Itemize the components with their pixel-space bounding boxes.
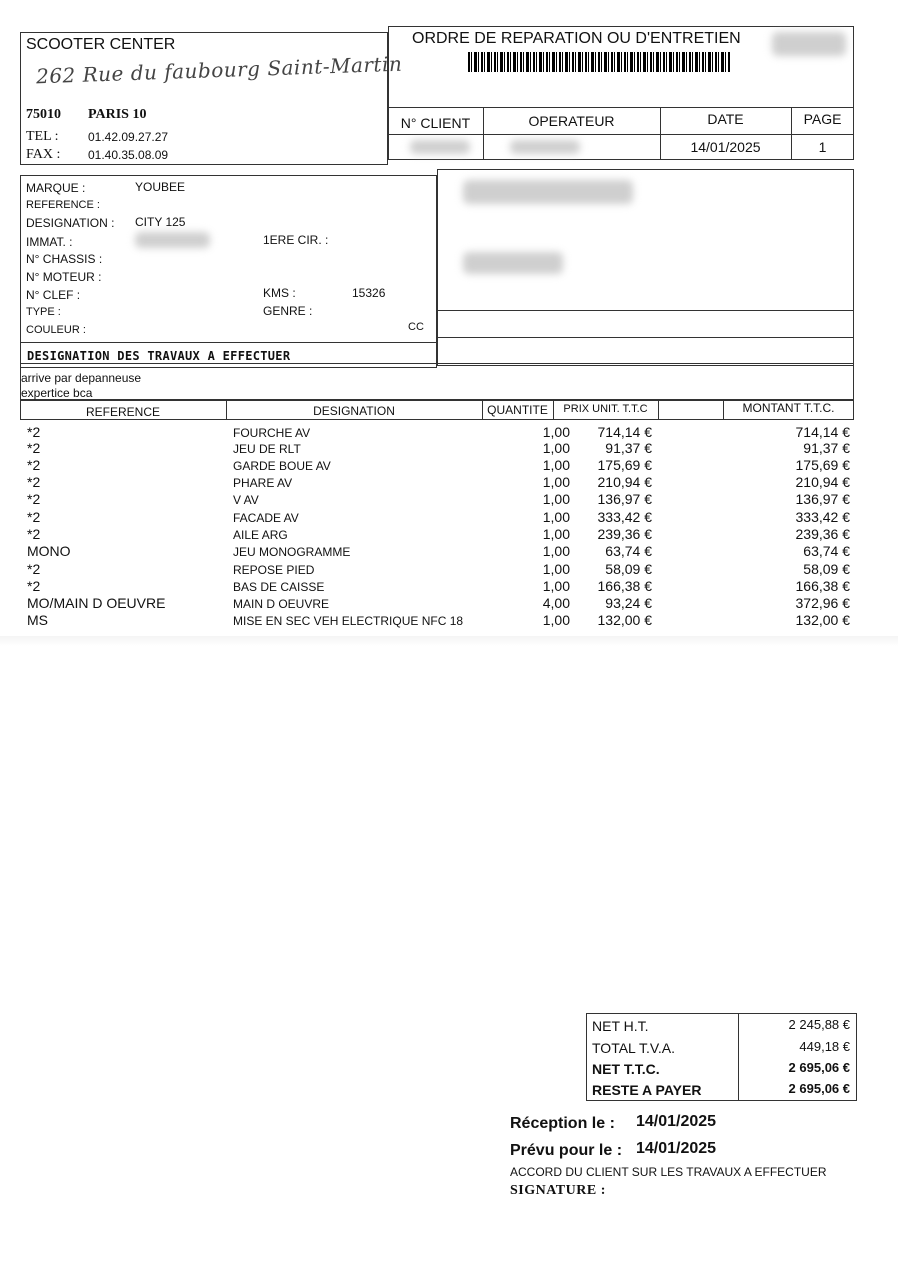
row-reference: MO/MAIN D OEUVRE bbox=[27, 595, 166, 611]
row-reference: *2 bbox=[27, 578, 41, 594]
table-row bbox=[20, 526, 860, 543]
designation-label: DESIGNATION : bbox=[26, 216, 115, 230]
row-reference: *2 bbox=[27, 526, 41, 542]
kms-value: 15326 bbox=[352, 286, 386, 300]
immat-label: IMMAT. : bbox=[26, 235, 73, 249]
row-total: 175,69 € bbox=[795, 457, 850, 473]
row-reference: *2 bbox=[27, 561, 41, 577]
row-designation: MISE EN SEC VEH ELECTRIQUE NFC 18 bbox=[233, 614, 464, 628]
date-header: DATE bbox=[707, 111, 744, 127]
row-designation: BAS DE CAISSE bbox=[233, 580, 325, 594]
company-fax: 01.40.35.08.09 bbox=[88, 148, 169, 162]
table-row bbox=[20, 491, 860, 508]
works-note-1: arrive par depanneuse bbox=[21, 371, 142, 385]
genre-label: GENRE : bbox=[263, 304, 313, 318]
row-quantity: 1,00 bbox=[542, 474, 570, 490]
net-ht-value: 2 245,88 € bbox=[788, 1017, 850, 1032]
table-row bbox=[20, 457, 860, 474]
row-quantity: 1,00 bbox=[542, 509, 570, 525]
company-postcode: 75010 bbox=[26, 107, 61, 122]
tva-label: TOTAL T.V.A. bbox=[592, 1040, 676, 1056]
row-reference: *2 bbox=[27, 440, 41, 456]
order-date: 14/01/2025 bbox=[690, 139, 761, 155]
row-unit-price: 166,38 € bbox=[597, 578, 652, 594]
redacted-immat bbox=[135, 232, 210, 248]
row-quantity: 1,00 bbox=[542, 424, 570, 440]
redacted-operator bbox=[510, 140, 580, 154]
row-unit-price: 714,14 € bbox=[597, 424, 652, 440]
row-quantity: 1,00 bbox=[542, 457, 570, 473]
works-title: DESIGNATION DES TRAVAUX A EFFECTUER bbox=[27, 349, 291, 363]
row-unit-price: 132,00 € bbox=[597, 612, 652, 628]
clef-label: N° CLEF : bbox=[26, 288, 81, 302]
row-unit-price: 58,09 € bbox=[605, 561, 652, 577]
row-unit-price: 333,42 € bbox=[597, 509, 652, 525]
row-quantity: 1,00 bbox=[542, 526, 570, 542]
row-quantity: 1,00 bbox=[542, 578, 570, 594]
redacted-client-name bbox=[463, 180, 633, 204]
redacted-client bbox=[410, 140, 470, 154]
row-reference: *2 bbox=[27, 424, 41, 440]
table-row bbox=[20, 612, 860, 629]
page-header: PAGE bbox=[803, 111, 842, 127]
tel-label: TEL : bbox=[26, 129, 59, 144]
net-ht-label: NET H.T. bbox=[592, 1018, 649, 1034]
chassis-label: N° CHASSIS : bbox=[26, 252, 103, 266]
row-total: 210,94 € bbox=[795, 474, 850, 490]
table-row bbox=[20, 543, 860, 560]
row-designation: AILE ARG bbox=[233, 528, 288, 542]
operator-header: OPERATEUR bbox=[528, 113, 615, 129]
row-quantity: 1,00 bbox=[542, 561, 570, 577]
row-quantity: 1,00 bbox=[542, 543, 570, 559]
row-unit-price: 91,37 € bbox=[605, 440, 652, 456]
redacted-block bbox=[772, 32, 846, 56]
table-row bbox=[20, 561, 860, 578]
row-total: 63,74 € bbox=[803, 543, 850, 559]
row-unit-price: 136,97 € bbox=[597, 491, 652, 507]
row-reference: *2 bbox=[27, 509, 41, 525]
row-reference: MS bbox=[27, 612, 48, 628]
row-designation: REPOSE PIED bbox=[233, 563, 315, 577]
row-total: 136,97 € bbox=[795, 491, 850, 507]
row-total: 91,37 € bbox=[803, 440, 850, 456]
company-tel: 01.42.09.27.27 bbox=[88, 130, 169, 144]
reference-label: REFERENCE : bbox=[26, 199, 100, 211]
table-row bbox=[20, 595, 860, 612]
redacted-client-address bbox=[463, 252, 563, 274]
row-designation: V AV bbox=[233, 493, 259, 507]
row-total: 239,36 € bbox=[795, 526, 850, 542]
row-quantity: 4,00 bbox=[542, 595, 570, 611]
row-total: 714,14 € bbox=[795, 424, 850, 440]
reste-value: 2 695,06 € bbox=[788, 1081, 850, 1096]
type-label: TYPE : bbox=[26, 306, 61, 318]
row-total: 58,09 € bbox=[803, 561, 850, 577]
row-total: 372,96 € bbox=[795, 595, 850, 611]
row-reference: *2 bbox=[27, 457, 41, 473]
col-quantite: QUANTITE bbox=[487, 403, 548, 417]
designation-value: CITY 125 bbox=[135, 215, 186, 229]
row-quantity: 1,00 bbox=[542, 440, 570, 456]
row-total: 132,00 € bbox=[795, 612, 850, 628]
row-unit-price: 239,36 € bbox=[597, 526, 652, 542]
works-note-2: expertice bca bbox=[21, 386, 93, 400]
row-total: 333,42 € bbox=[795, 509, 850, 525]
moteur-label: N° MOTEUR : bbox=[26, 270, 102, 284]
row-designation: GARDE BOUE AV bbox=[233, 459, 331, 473]
reste-label: RESTE A PAYER bbox=[592, 1082, 702, 1098]
tva-value: 449,18 € bbox=[799, 1039, 850, 1054]
col-montant: MONTANT T.T.C. bbox=[742, 401, 835, 415]
order-title: ORDRE DE REPARATION OU D'ENTRETIEN bbox=[412, 30, 741, 47]
row-unit-price: 175,69 € bbox=[597, 457, 652, 473]
row-total: 166,38 € bbox=[795, 578, 850, 594]
couleur-label: COULEUR : bbox=[26, 324, 86, 336]
net-ttc-label: NET T.T.C. bbox=[592, 1061, 660, 1077]
barcode bbox=[468, 52, 730, 72]
works-notes-box bbox=[20, 363, 854, 400]
kms-label: KMS : bbox=[263, 286, 296, 300]
row-quantity: 1,00 bbox=[542, 491, 570, 507]
prevu-label: Prévu pour le : bbox=[510, 1142, 623, 1159]
page-fold-shadow bbox=[0, 636, 898, 646]
marque-label: MARQUE : bbox=[26, 181, 86, 195]
row-designation: JEU DE RLT bbox=[233, 442, 301, 456]
first-circ-label: 1ERE CIR. : bbox=[263, 233, 329, 247]
row-quantity: 1,00 bbox=[542, 612, 570, 628]
company-address-handwritten: 262 Rue du faubourg Saint-Martin bbox=[35, 51, 403, 89]
row-reference: *2 bbox=[27, 474, 41, 490]
cc-label: CC bbox=[408, 321, 424, 333]
prevu-date: 14/01/2025 bbox=[636, 1140, 717, 1157]
row-unit-price: 210,94 € bbox=[597, 474, 652, 490]
company-city: PARIS 10 bbox=[88, 107, 147, 122]
reception-date: 14/01/2025 bbox=[636, 1113, 717, 1130]
row-reference: *2 bbox=[27, 491, 41, 507]
row-designation: MAIN D OEUVRE bbox=[233, 597, 330, 611]
col-reference: REFERENCE bbox=[85, 405, 160, 419]
table-row bbox=[20, 509, 860, 526]
row-unit-price: 93,24 € bbox=[605, 595, 652, 611]
table-row bbox=[20, 440, 860, 457]
row-designation: FOURCHE AV bbox=[233, 426, 311, 440]
row-designation: FACADE AV bbox=[233, 511, 299, 525]
net-ttc-value: 2 695,06 € bbox=[788, 1060, 850, 1075]
reception-label: Réception le : bbox=[510, 1115, 615, 1132]
row-reference: MONO bbox=[27, 543, 71, 559]
fax-label: FAX : bbox=[26, 147, 61, 162]
col-prix-unit: PRIX UNIT. T.T.C bbox=[563, 403, 648, 415]
marque-value: YOUBEE bbox=[135, 180, 186, 194]
order-page: 1 bbox=[818, 139, 827, 155]
table-row bbox=[20, 424, 860, 441]
accord-text: ACCORD DU CLIENT SUR LES TRAVAUX A EFFECTUER bbox=[510, 1165, 827, 1179]
table-row bbox=[20, 578, 860, 595]
row-unit-price: 63,74 € bbox=[605, 543, 652, 559]
table-row bbox=[20, 474, 860, 491]
row-designation: PHARE AV bbox=[233, 476, 293, 490]
client-header: N° CLIENT bbox=[400, 115, 471, 131]
company-name: SCOOTER CENTER bbox=[26, 36, 176, 53]
signature-label: SIGNATURE : bbox=[510, 1183, 606, 1198]
row-designation: JEU MONOGRAMME bbox=[233, 545, 351, 559]
col-designation: DESIGNATION bbox=[313, 404, 395, 418]
